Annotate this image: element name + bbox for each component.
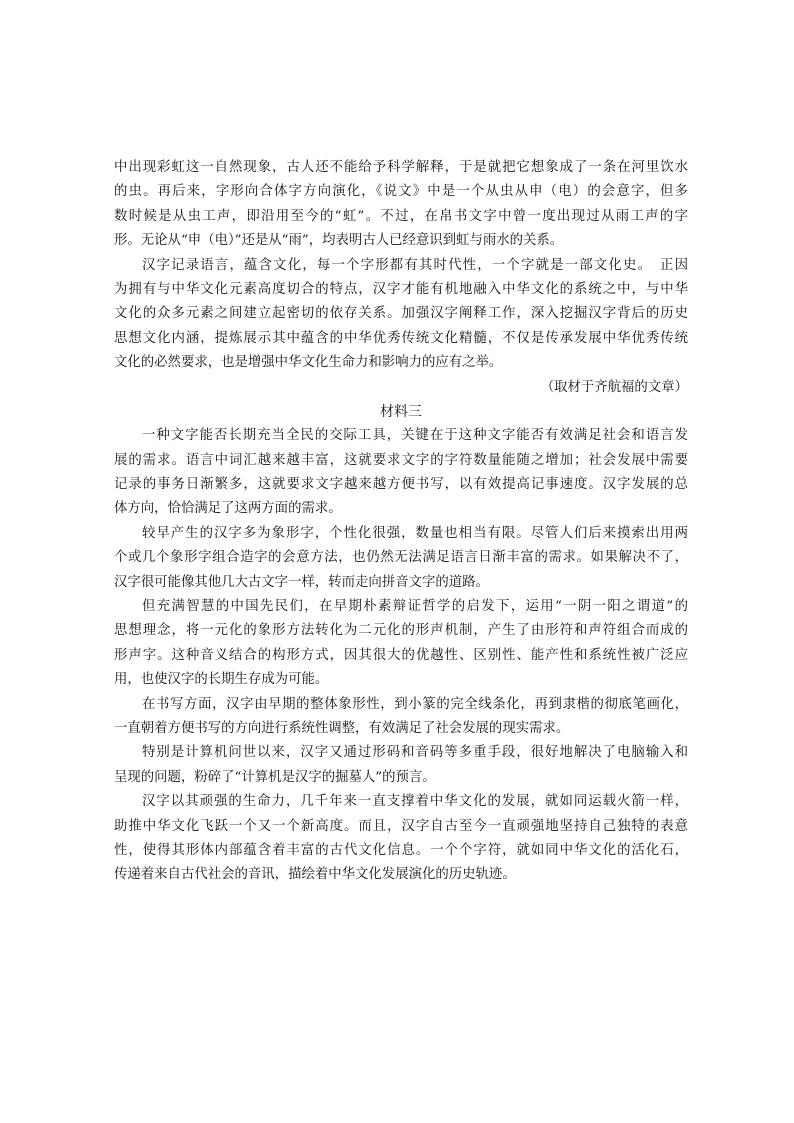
text-line: 记录的事务日渐繁多，这就要求文字越来越方便书写，以有效提高记事速度。汉字发展的总 — [114, 477, 688, 493]
text-line: 一种文字能否长期充当全民的交际工具，关键在于这种文字能否有效满足社会和语言发 — [142, 428, 688, 444]
paragraph-continued — [114, 156, 688, 254]
material3-paragraph-5 — [114, 741, 688, 790]
section-heading: 材料三 — [380, 403, 422, 420]
text-line: 传递着来自古代社会的音讯，描绘着中华文化发展演化的历史轨迹。 — [114, 867, 516, 883]
text-line: 特别是计算机问世以来，汉字又通过形码和音码等多重手段，很好地解决了电脑输入和 — [142, 745, 688, 761]
text-line: 呈现的问题，粉碎了“计算机是汉字的掘墓人”的预言。 — [114, 769, 436, 785]
document-body — [114, 156, 688, 888]
material3-paragraph-2 — [114, 522, 688, 595]
text-line: 思想理念，将一元化的象形方法转化为二元化的形声机制，产生了由形符和声符组合而成的 — [114, 623, 688, 639]
text-line: 体方向，恰恰满足了这两方面的需求。 — [114, 501, 342, 517]
text-line: 数时候是从虫工声，即沿用至今的“虹”。不过，在帛书文字中曾一度出现过从雨工声的字 — [114, 208, 688, 224]
text-line: 中出现彩虹这一自然现象，古人还不能给予科学解释，于是就把它想象成了一条在河里饮水 — [114, 160, 688, 175]
text-line: 展的需求。语言中词汇越来越丰富，这就要求文字的字符数量能随之增加；社会发展中需要 — [114, 452, 688, 468]
text-line: 形。无论从“申（电）”还是从“雨”，均表明古人已经意识到虹与雨水的关系。 — [114, 233, 564, 249]
text-line: 用，也使汉字的长期生存成为可能。 — [114, 672, 329, 688]
text-line: 个或几个象形字组合造字的会意方法，也仍然无法满足语言日渐丰富的需求。如果解决不了， — [114, 550, 688, 566]
text-line: 的虫。再后来，字形向合体字方向演化，《说文》中是一个从虫从申（电）的会意字，但多 — [114, 184, 688, 200]
material3-paragraph-6 — [114, 790, 688, 888]
text-line: 汉字记录语言，蕴含文化，每一个字形都有其时代性，一个字就是一部文化史。 正因 — [142, 257, 688, 273]
text-line: 形声字。这种音义结合的构形方式，因其很大的优越性、区别性、能产性和系统性被广泛应 — [114, 647, 688, 663]
text-line: 助推中华文化飞跃一个又一个新高度。而且，汉字自古至今一直顽强地坚持自己独特的表意 — [114, 818, 688, 834]
material3-paragraph-4 — [114, 693, 688, 742]
text-line: 文化的必然要求，也是增强中华文化生命力和影响力的应有之举。 — [114, 355, 503, 371]
text-line: 文化的众多元素之间建立起密切的依存关系。加强汉字阐释工作，深入挖掘汉字背后的历史 — [114, 306, 688, 322]
text-line: 思想文化内涵，提炼展示其中蕴含的中华优秀传统文化精髓，不仅是传承发展中华优秀传统 — [114, 330, 688, 346]
text-line: 一直朝着方便书写的方向进行系统性调整，有效满足了社会发展的现实需求。 — [114, 720, 570, 736]
material3-paragraph-3 — [114, 595, 688, 693]
text-line: 在书写方面，汉字由早期的整体象形性，到小篆的完全线条化，再到隶楷的彻底笔画化， — [142, 696, 688, 712]
text-line: 为拥有与中华文化元素高度切合的特点，汉字才能有机地融入中华文化的系统之中，与中华 — [114, 281, 688, 297]
material3-paragraph-1 — [114, 424, 688, 522]
text-line: 但充满智慧的中国先民们，在早期朴素辩证哲学的启发下，运用“一阴一阳之谓道”的 — [142, 599, 688, 615]
paragraph-2 — [114, 254, 688, 376]
text-line: 汉字以其顽强的生命力，几千年来一直支撑着中华文化的发展，就如同运载火箭一样， — [142, 794, 688, 810]
text-line: 较早产生的汉字多为象形字，个性化很强，数量也相当有限。尽管人们后来摸索出用两 — [142, 525, 688, 541]
text-line: 汉字很可能像其他几大古文字一样，转而走向拼音文字的道路。 — [114, 574, 489, 590]
source-note: （取材于齐航福的文章） — [540, 379, 688, 395]
text-line: 性，使得其形体内部蕴含着丰富的古代文化信息。一个个字符，就如同中华文化的活化石， — [114, 842, 688, 858]
